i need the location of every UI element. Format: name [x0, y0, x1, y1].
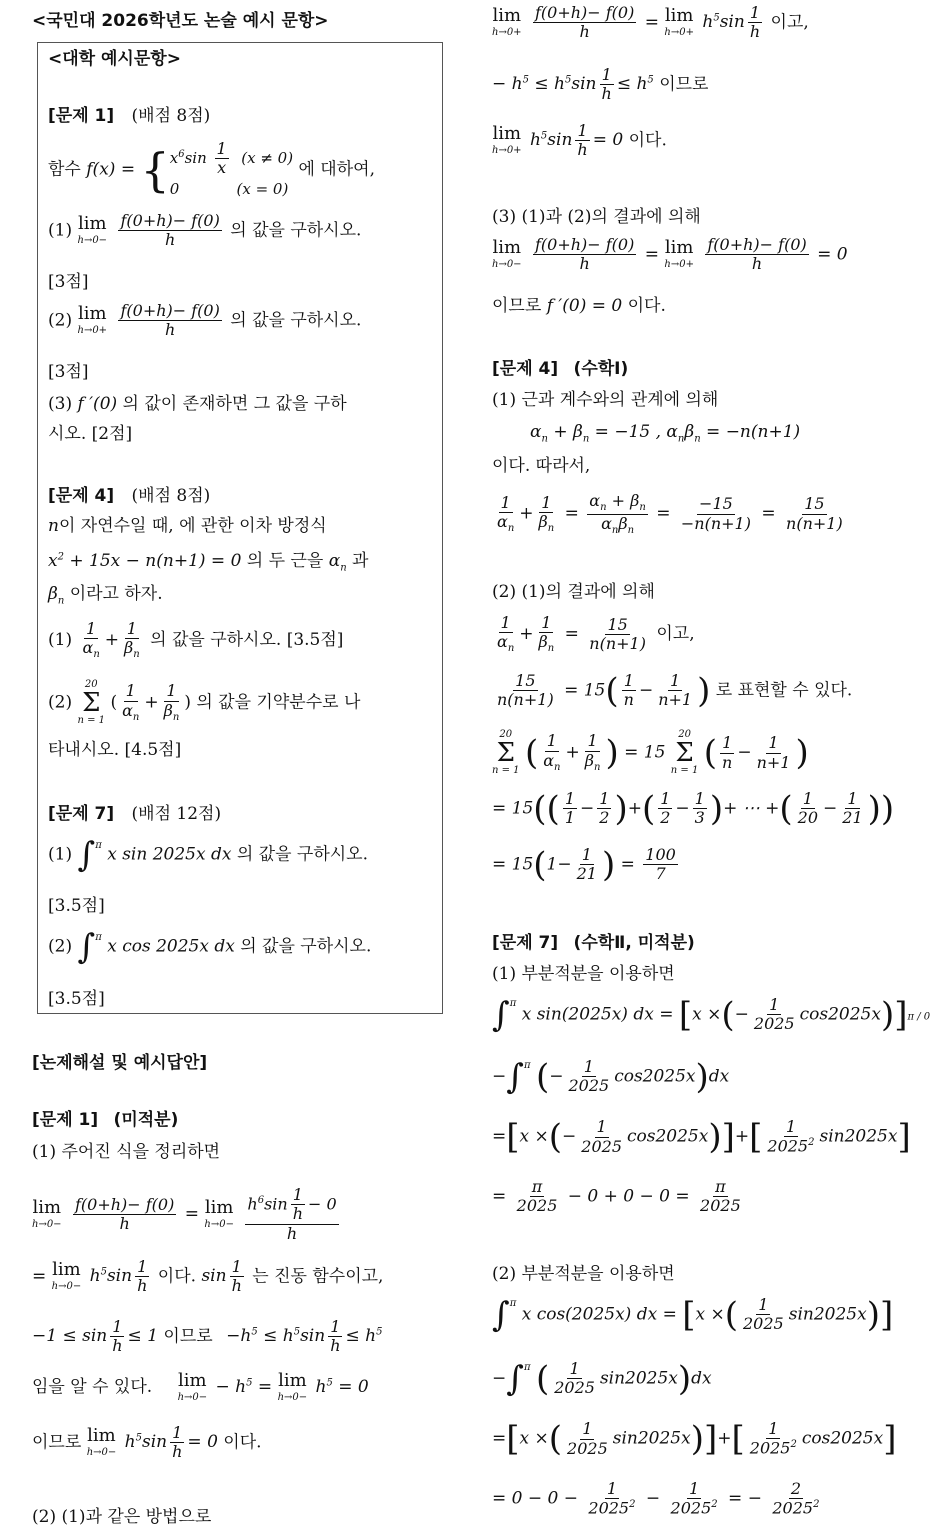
solution-7-a2-eq2: −∫$^\pi$ ( $\frac{1}{2025}$ sin2025x)dx [492, 1358, 712, 1399]
solution-4-a1-eq1: $\alpha_n + \beta_n = -15$ , $\alpha_n\beta_n = -n(n+1)$ [530, 422, 801, 445]
page-title: <국민대 2026학년도 논술 예시 문항> [32, 11, 329, 31]
solution-4-a2-intro: (2) (1)의 결과에 의해 [492, 582, 655, 602]
solution-4-a1-intro: (1) 근과 계수와의 관계에 의해 [492, 390, 719, 410]
solution-7-a1-intro: (1) 부분적분을 이용하면 [492, 964, 675, 984]
solution-7-a2-eq1: ∫$^\pi$ x cos(2025x) dx = [x ×( $\frac{1}{2025}$ sin2025x)] [492, 1294, 894, 1335]
problem-1-q1: (1) lim h→0− $\frac{f(0+h)- f(0)}{h}$ 의 값을 구하시오. [48, 211, 362, 250]
problem-4-q2-line2: 타내시오. [4.5점] [48, 740, 182, 760]
problem-4-line1: n이 자연수일 때, 에 관한 이차 방정식 [48, 516, 327, 536]
solution-7-header: [문제 7] (수학Ⅱ, 미적분) [492, 933, 695, 953]
problem-1-header: [문제 1] (배점 8점) [48, 106, 211, 126]
solution-1-a3-eq2: 이므로 f ′(0) = 0 이다. [492, 296, 666, 316]
solution-4-a2-eq4: = 15(( $\frac{1}{1}$ − $\frac{1}{2}$ )+( $\frac{1}{2}$ − $\frac{1}{3}$ )+ ⋯ +( $\frac{1}{20}$ − $\frac{1}{21}$ )) [492, 788, 895, 829]
problem-4-header: [문제 4] (배점 8점) [48, 486, 211, 506]
solution-1-header: [문제 1] (미적분) [32, 1110, 179, 1130]
problem-4-q1: (1) $\frac{1}{\alpha_n}$ + $\frac{1}{\beta_n}$ 의 값을 구하시오. [3.5점] [48, 619, 344, 661]
solution-7-a2-eq4: = 0 − 0 − $\frac{1}{2025^2}$ − $\frac{1}{2025^2}$ = − $\frac{2}{2025^2}$ [492, 1479, 820, 1518]
solution-1-eq2: = lim h→0− $h^5\sin$ $\frac{1}{h}$ 이다. sin $\frac{1}{h}$ 는 진동 함수이고, [32, 1257, 384, 1296]
solutions-title: [논제해설 및 예시답안] [32, 1053, 208, 1073]
problem-7-header: [문제 7] (배점 12점) [48, 804, 222, 824]
solution-4-a2-eq2: $\frac{15}{n(n+1)}$ = 15( $\frac{1}{n}$ − $\frac{1}{n+1}$ ) 로 표현할 수 있다. [497, 670, 853, 711]
solution-1-eq3: −1 ≤ sin $\frac{1}{h}$ ≤ 1 이므로 $-h^5 \le h^5\sin$ $\frac{1}{h}$ ≤ $h^5$ [32, 1317, 383, 1356]
solution-7-a1-eq3: =[x ×(− $\frac{1}{2025}$ cos2025x)]+[ $\frac{1}{2025^2}$ sin2025x] [492, 1117, 911, 1158]
solution-4-a2-eq5: = 15(1− $\frac{1}{21}$ ) = $\frac{100}{7}$ [492, 844, 676, 885]
solution-7-a1-eq2: −∫$^\pi$ (− $\frac{1}{2025}$ cos2025x)dx [492, 1056, 730, 1097]
problem-1-q1-points: [3점] [48, 272, 89, 292]
solution-1-eq1: lim h→0− $\frac{f(0+h)- f(0)}{h}$ = lim h→0− $h^6\sin$ $\frac{1}{h}$ − 0 h [32, 1185, 337, 1243]
solution-1-a1-intro: (1) 주어진 식을 정리하면 [32, 1142, 221, 1162]
solution-1-a3-eq1: lim h→0− $\frac{f(0+h)- f(0)}{h}$ = lim h→0+ $\frac{f(0+h)- f(0)}{h}$ = 0 [492, 235, 848, 274]
solution-1-a2-intro: (2) (1)과 같은 방법으로 [32, 1507, 212, 1527]
solution-1-eq5: 이므로 lim h→0− $h^5\sin$ $\frac{1}{h}$ = 0 이다. [32, 1423, 262, 1462]
solution-4-a2-eq1: $\frac{1}{\alpha_n}$ + $\frac{1}{\beta_n}$ = $\frac{15}{n(n+1)}$ 이고, [497, 613, 695, 655]
solution-4-a1-eq2: $\frac{1}{\alpha_n}$ + $\frac{1}{\beta_n}$ = $\frac{\alpha_n + \beta_n}{\alpha_n\beta_n}$ = $\frac{-15}{-n(n+1)}$ = $\frac{15}{n(n+1)}$ [497, 491, 843, 536]
problem-7-q1: (1) ∫$^\pi$ x sin 2025x dx 의 값을 구하시오. [48, 835, 369, 875]
solution-7-a2-intro: (2) 부분적분을 이용하면 [492, 1264, 675, 1284]
solution-4-a2-eq3: 20 Σ n = 1 ( $\frac{1}{\alpha_n}$ + $\frac{1}{\beta_n}$ ) = 15 20 Σ n = 1 ( $\frac{1}{n}$ − $\frac{1}{n+1}$ ) [492, 729, 809, 776]
solution-7-a2-eq3: =[x ×( $\frac{1}{2025}$ sin2025x)]+[ $\frac{1}{2025^2}$ cos2025x] [492, 1419, 897, 1460]
solution-1-a2-eq3: lim h→0+ $h^5\sin$ $\frac{1}{h}$ = 0 이다. [492, 121, 667, 160]
box-title: <대학 예시문항> [48, 49, 181, 69]
solution-1-a2-eq1: lim h→0+ $\frac{f(0+h)- f(0)}{h}$ = lim h→0+ $h^5\sin$ $\frac{1}{h}$ 이고, [492, 3, 809, 42]
problem-4-q2: (2) 20 Σ n = 1 ( $\frac{1}{\alpha_n}$ + $\frac{1}{\beta_n}$ ) 의 값을 기약분수로 나 [48, 679, 361, 726]
solution-4-a1-t1: 이다. 따라서, [492, 456, 591, 476]
problem-7-q2: (2) ∫$^\pi$ x cos 2025x dx 의 값을 구하시오. [48, 927, 372, 967]
solution-7-a1-eq1: ∫$^\pi$ x sin(2025x) dx = [x ×(− $\frac{1}{2025}$ cos2025x)]π / 0 [492, 994, 931, 1035]
problem-1-q2-points: [3점] [48, 362, 89, 382]
problem-7-q1-points: [3.5점] [48, 896, 105, 916]
problem-1-intro: 함수 f(x) = { $x^6\sin$ $\frac{1}{x}$ (x ≠ 0) 0 (x = 0) 에 대하여, [48, 139, 375, 198]
problem-4-line3: $\beta_n$ 이라고 하자. [48, 584, 163, 607]
solution-1-eq4: 임을 알 수 있다. lim h→0− − $h^5$ = lim h→0− $h^5 = 0$ [32, 1370, 369, 1403]
problem-1-q2: (2) lim h→0+ $\frac{f(0+h)- f(0)}{h}$ 의 값을 구하시오. [48, 301, 362, 340]
problem-7-q2-points: [3.5점] [48, 989, 105, 1009]
problem-1-q3-line2: 시오. [2점] [48, 424, 133, 444]
solution-1-a2-eq2: − $h^5 \le h^5\sin$ $\frac{1}{h}$ ≤ $h^5$ 이므로 [492, 65, 709, 104]
solution-1-a3-intro: (3) (1)과 (2)의 결과에 의해 [492, 207, 701, 227]
problem-4-line2: $x^2 + 15x - n(n+1) = 0$ 의 두 근을 $\alpha_n$ 과 [48, 551, 369, 574]
solution-7-a1-eq4: = $\frac{\pi}{2025}$ − 0 + 0 − 0 = $\frac{\pi}{2025}$ [492, 1177, 741, 1216]
problem-1-q3: (3) f ′(0) 의 값이 존재하면 그 값을 구하 [48, 394, 347, 414]
solution-4-header: [문제 4] (수학Ⅰ) [492, 359, 629, 379]
